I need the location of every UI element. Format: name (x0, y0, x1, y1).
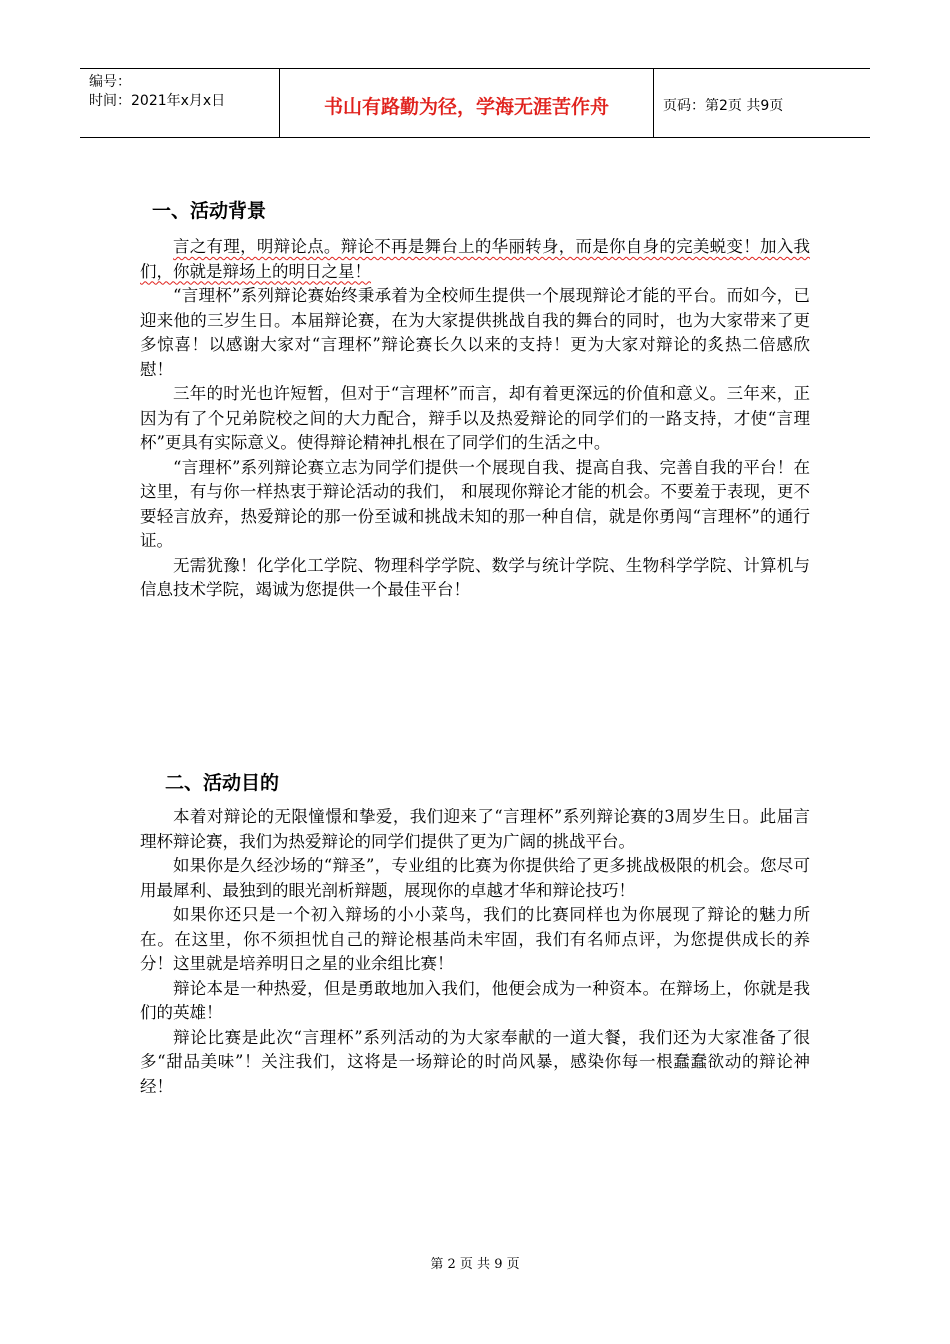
header-meta (80, 69, 280, 137)
document-number-label: 编号： (89, 74, 131, 90)
paragraph: 三年的时光也许短暂，但对于“言理杯”而言，却有着更深远的价值和意义。三年来，正因为有了个兄弟院校之间的大力配合，辩手以及热爱辩论的同学们的一路支持，才使“言理杯”更具有实际意义。使得辩论精神扎根在了同学们的生活之中。 (140, 384, 810, 452)
page-footer: 第 2 页 共 9 页 (430, 1257, 520, 1272)
highlight-text: 言之有理，明辩论点。辩论不再是舞台上的华丽转身，而是你自身的完美蜕变！加入我们，你就是辩场上的明日之星！ (140, 237, 810, 281)
header-page-info: 页码：第2页 共9页 (663, 98, 784, 114)
paragraph: 无需犹豫！化学化工学院、物理科学学院、数学与统计学院、生物科学学院、计算机与信息技术学院，竭诚为您提供一个最佳平台！ (140, 555, 810, 599)
paragraph: “言理杯”系列辩论赛立志为同学们提供一个展现自我、提高自我、完善自我的平台！在这里，有与你一样热衷于辩论活动的我们， 和展现你辩论才能的机会。不要羞于表现，更不要轻言放弃，热爱辩论的那一份至诚和挑战未知的那一种自信，就是你勇闯“言理杯”的通行证。 (140, 457, 810, 550)
paragraph: 辩论比赛是此次“言理杯”系列活动的为大家奉献的一道大餐，我们还为大家准备了很多“甜品美味”！关注我们，这将是一场辩论的时尚风暴，感染你每一根蠢蠢欲动的辩论神经！ (140, 1027, 810, 1096)
paragraph: 如果你是久经沙场的“辩圣”，专业组的比赛为你提供给了更多挑战极限的机会。您尽可用最犀利、最独到的眼光剖析辩题，展现你的卓越才华和辩论技巧！ (140, 856, 810, 900)
section-background (140, 196, 810, 603)
section-purpose (140, 768, 810, 1099)
paragraph: “言理杯”系列辩论赛始终秉承着为全校师生提供一个展现辩论才能的平台。而如今，已迎来他的三岁生日。本届辩论赛，在为大家提供挑战自我的舞台的同时，也为大家带来了更多惊喜！以感谢大家对“言理杯”辩论赛长久以来的支持！更为大家对辩论的炙热二倍感欣慰！ (140, 286, 810, 379)
paragraph: 本着对辩论的无限憧憬和挚爱，我们迎来了“言理杯”系列辩论赛的3周岁生日。此届言理杯辩论赛，我们为热爱辩论的同学们提供了更为广阔的挑战平台。 (140, 807, 810, 851)
page-header (80, 68, 870, 138)
paragraph: 如果你还只是一个初入辩场的小小菜鸟，我们的比赛同样也为你展现了辩论的魅力所在。在这里，你不须担忧自己的辩论根基尚未牢固，我们有名师点评，为您提供成长的养分！这里就是培养明日之星的业余组比赛！ (140, 905, 810, 973)
section-heading-purpose: 二、活动目的 (165, 772, 280, 794)
highlight-paragraph (140, 235, 810, 284)
section-heading-background: 一、活动背景 (152, 200, 267, 222)
document-date: 时间：2021年x月x日 (89, 93, 226, 109)
header-motto: 书山有路勤为径，学海无涯苦作舟 (280, 69, 654, 137)
paragraph: 辩论本是一种热爱，但是勇敢地加入我们，他便会成为一种资本。在辩场上，你就是我们的英雄！ (140, 978, 810, 1022)
